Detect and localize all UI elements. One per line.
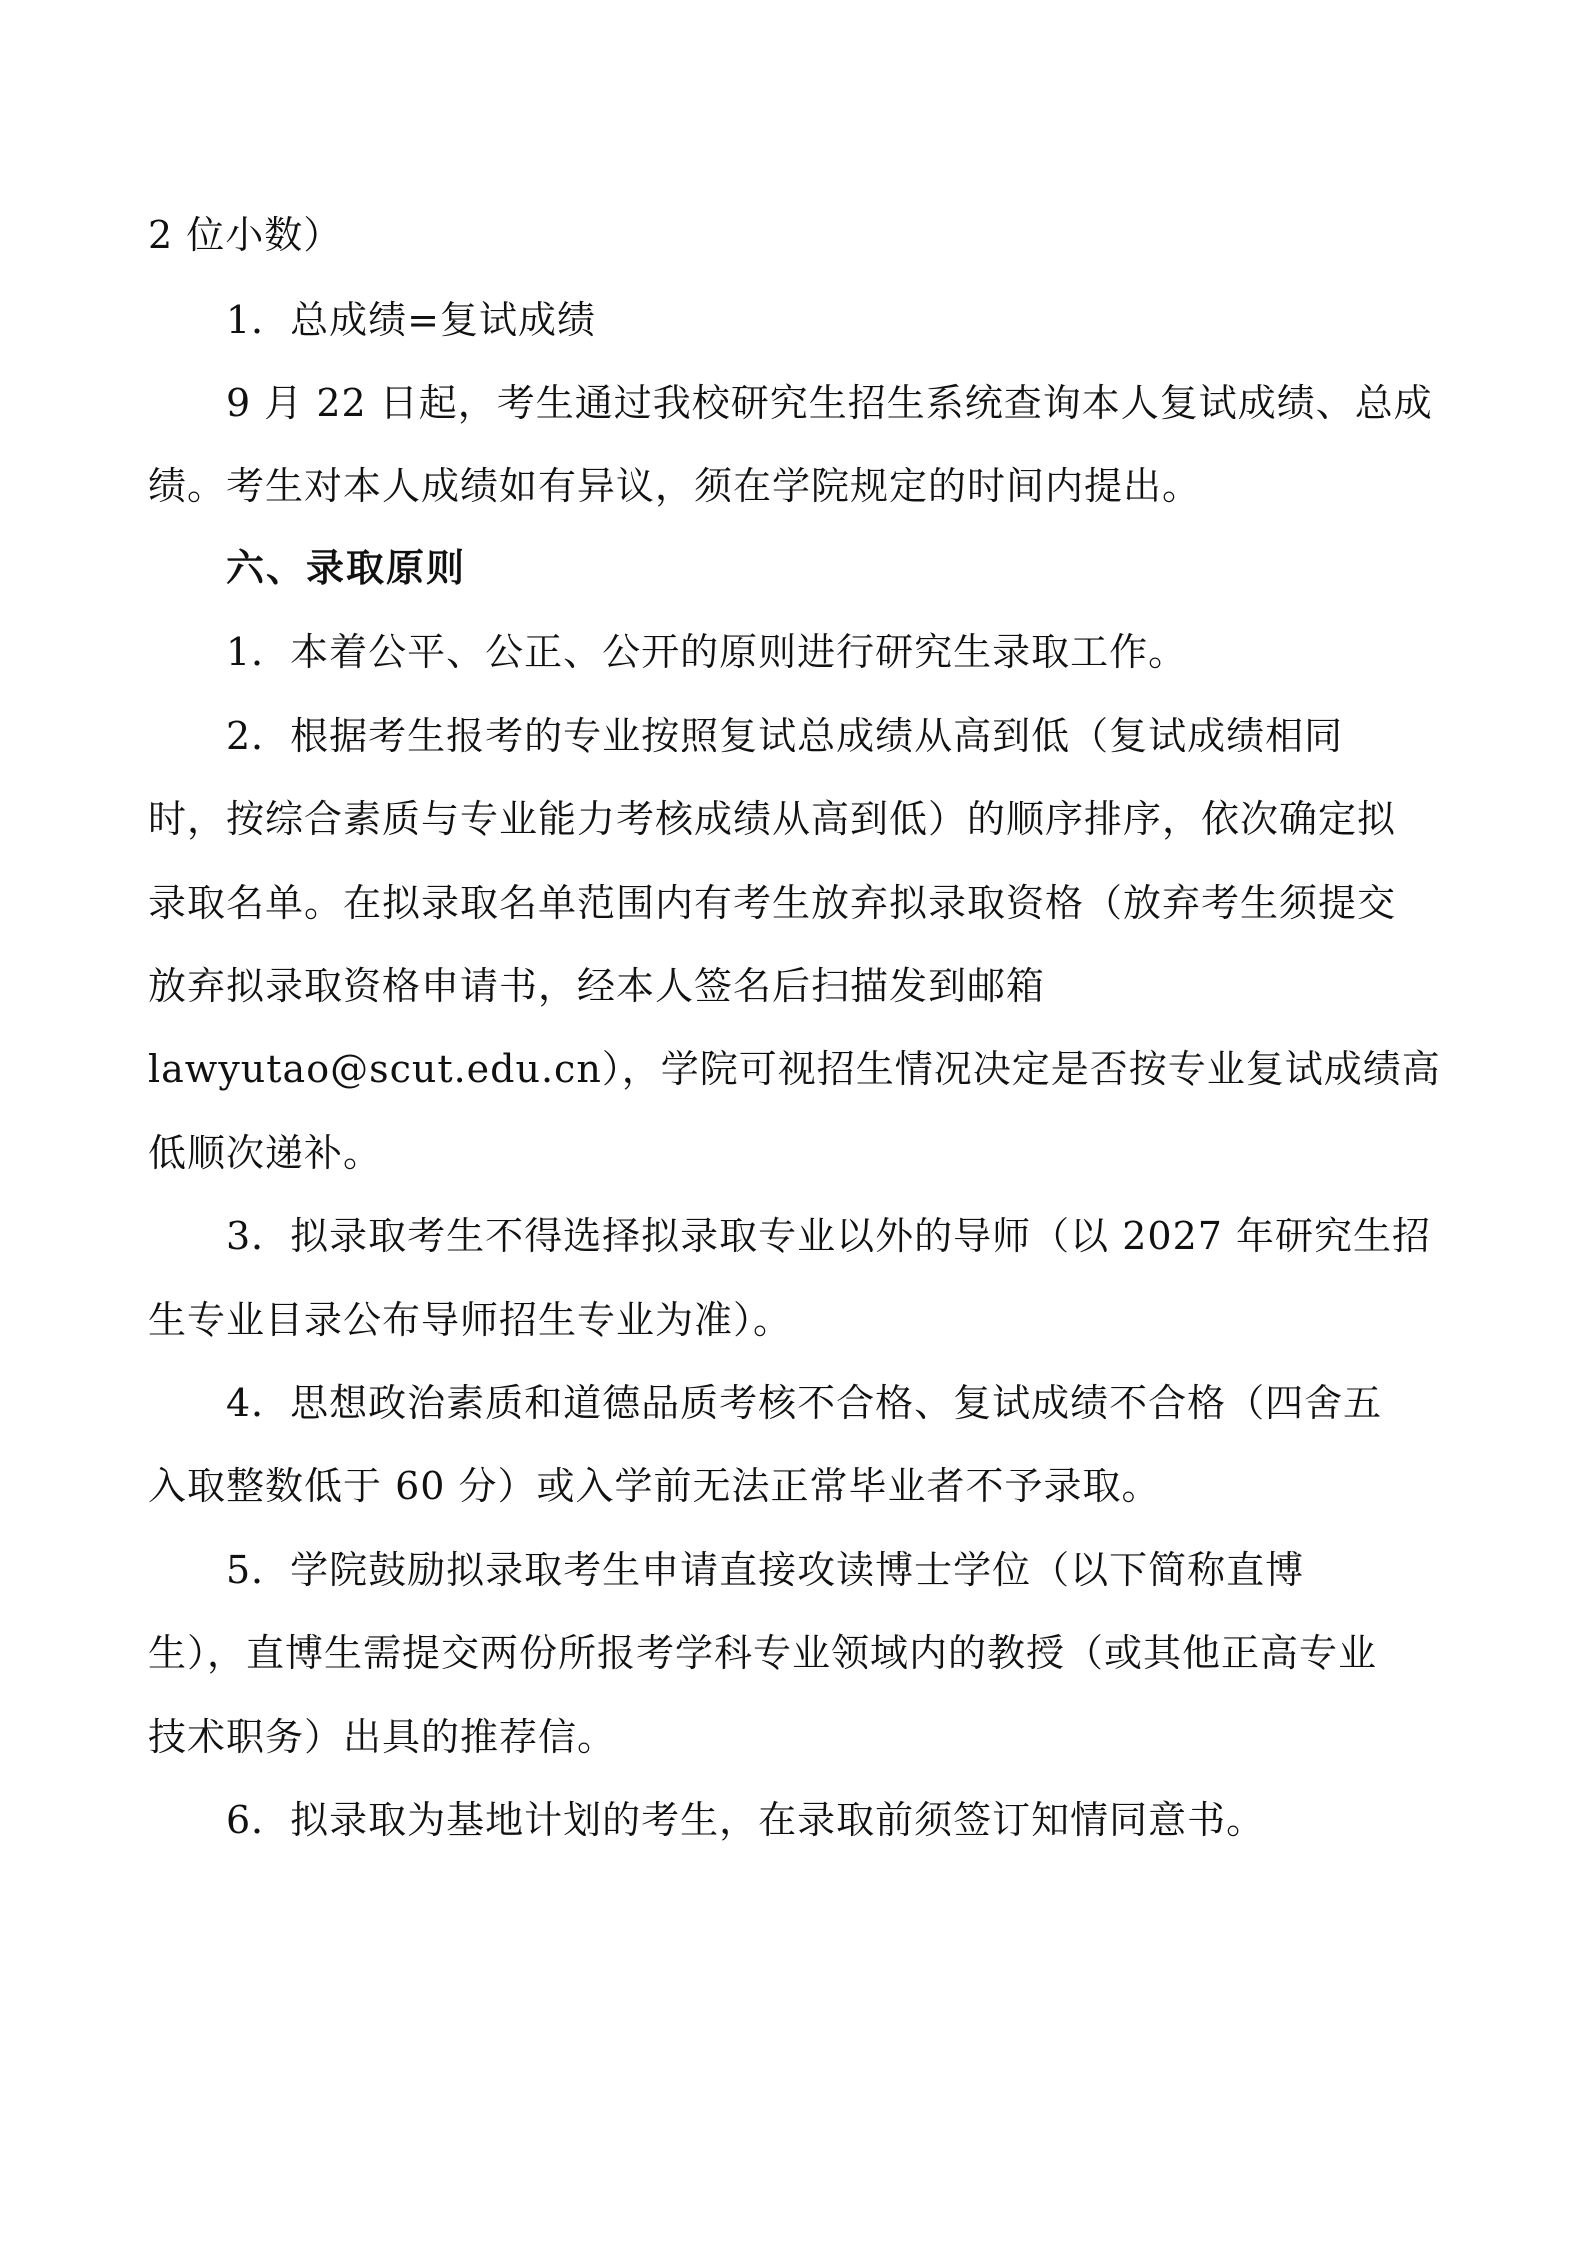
text-line: 4．思想政治素质和道德品质考核不合格、复试成绩不合格（四舍五 bbox=[226, 1381, 1383, 1425]
section-heading: 六、录取原则 bbox=[226, 546, 467, 590]
text-line: 2 位小数） bbox=[148, 213, 343, 257]
text-line: 5．学院鼓励拟录取考生申请直接攻读博士学位（以下简称直博 bbox=[226, 1548, 1305, 1592]
text-line: 生专业目录公布导师招生专业为准）。 bbox=[148, 1298, 793, 1342]
text-line: 绩。考生对本人成绩如有异议，须在学院规定的时间内提出。 bbox=[148, 464, 1202, 508]
text-line: 3．拟录取考生不得选择拟录取专业以外的导师（以 2027 年研究生招 bbox=[226, 1214, 1432, 1258]
text-line: 1．总成绩=复试成绩 bbox=[226, 298, 597, 342]
text-line: 低顺次递补。 bbox=[148, 1131, 383, 1175]
text-line: 放弃拟录取资格申请书，经本人签名后扫描发到邮箱 bbox=[148, 964, 1046, 1008]
text-line: 入取整数低于 60 分）或入学前无法正常毕业者不予录取。 bbox=[148, 1464, 1161, 1508]
text-line: 2．根据考生报考的专业按照复试总成绩从高到低（复试成绩相同 bbox=[226, 714, 1344, 758]
text-line: 技术职务）出具的推荐信。 bbox=[148, 1715, 617, 1759]
text-line: 9 月 22 日起，考生通过我校研究生招生系统查询本人复试成绩、总成 bbox=[226, 381, 1433, 425]
text-line: 1．本着公平、公正、公开的原则进行研究生录取工作。 bbox=[226, 630, 1188, 674]
text-line: 时，按综合素质与专业能力考核成绩从高到低）的顺序排序，依次确定拟 bbox=[148, 797, 1397, 841]
text-line: 录取名单。在拟录取名单范围内有考生放弃拟录取资格（放弃考生须提交 bbox=[148, 881, 1397, 925]
text-line: 6．拟录取为基地计划的考生，在录取前须签订知情同意书。 bbox=[226, 1798, 1266, 1842]
text-line: lawyutao@scut.edu.cn），学院可视招生情况决定是否按专业复试成绩高 bbox=[148, 1047, 1441, 1091]
text-line: 生），直博生需提交两份所报考学科专业领域内的教授（或其他正高专业 bbox=[148, 1631, 1378, 1675]
